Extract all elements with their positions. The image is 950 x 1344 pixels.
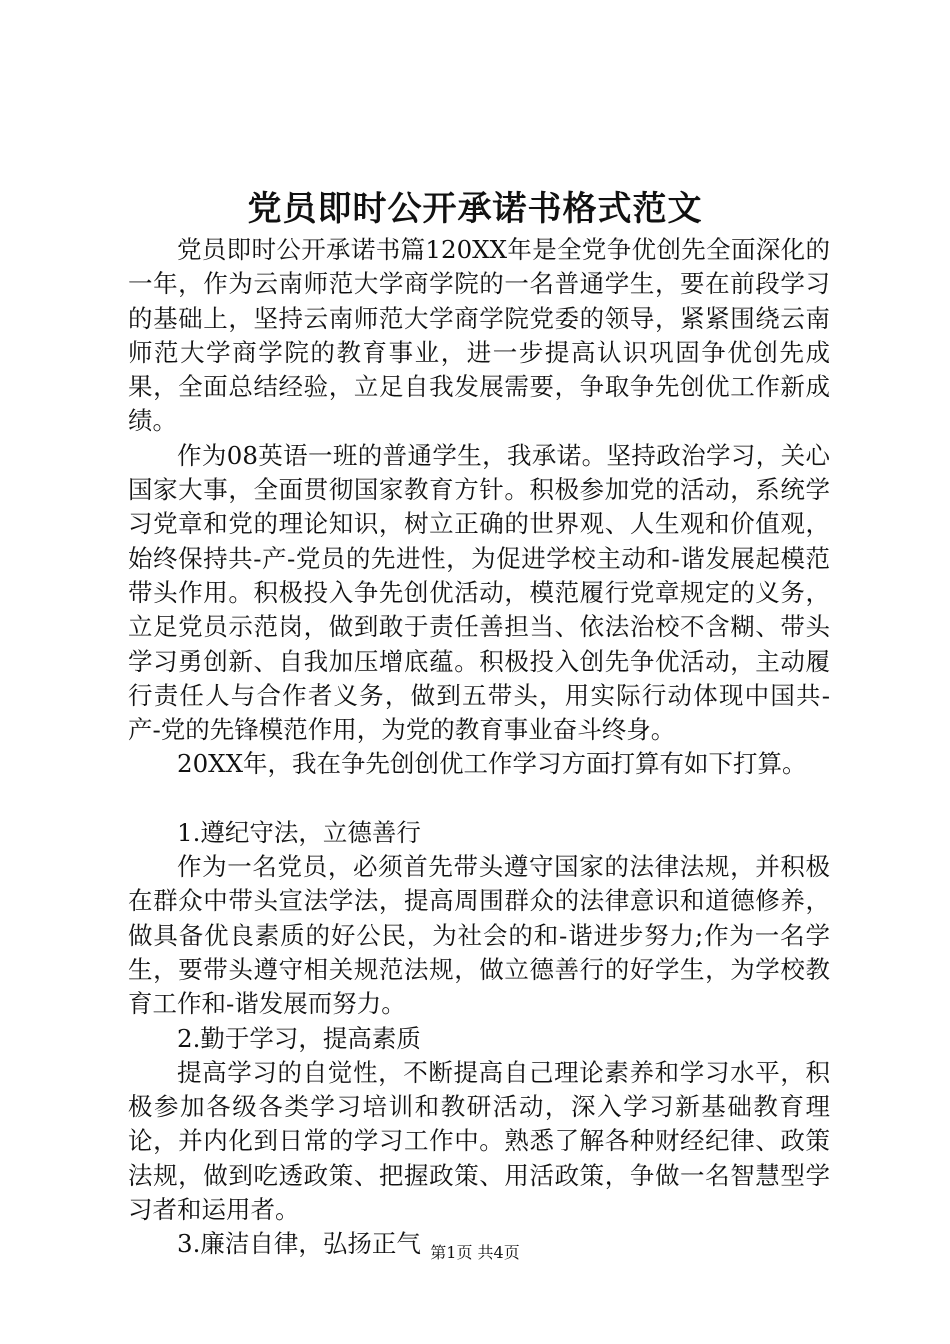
document-body [128,233,830,1262]
section-heading-2: 2.勤于学习，提高素质 [177,1023,421,1053]
section-heading-3: 3.廉洁自律，弘扬正气 [177,1229,421,1259]
document-title: 党员即时公开承诺书格式范文 [247,189,703,229]
section-body-1: 作为一名党员，必须首先带头遵守国家的法律法规，并积极在群众中带头宣法学法，提高周围群众的法律意识和道德修养，做具备优良素质的好公民，为社会的和-谐进步努力;作为一名学生，要带头遵守相关规范法规，做立德善行的好学生，为学校教育工作和-谐发展而努力。 [128,852,830,1019]
section-heading-1: 1.遵纪守法，立德善行 [177,817,421,847]
paragraph-plan: 20XX年，我在争先创创优工作学习方面打算有如下打算。 [177,749,807,779]
section-body-2: 提高学习的自觉性，不断提高自己理论素养和学习水平，积极参加各级各类学习培训和教研活动，深入学习新基础教育理论，并内化到日常的学习工作中。熟悉了解各种财经纪律、政策法规，做到吃透政策、把握政策、用活政策，争做一名智慧型学习者和运用者。 [128,1057,830,1225]
paragraph-intro: 党员即时公开承诺书篇120XX年是全党争优创先全面深化的一年，作为云南师范大学商学院的一名普通学生，要在前段学习的基础上，坚持云南师范大学商学院党委的领导，紧紧围绕云南师范大学商学院的教育事业，进一步提高认识巩固争优创先成果，全面总结经验，立足自我发展需要，争取争先创优工作新成绩。 [128,235,830,436]
page-footer: 第1页 共4页 [430,1243,520,1262]
paragraph-commitment: 作为08英语一班的普通学生，我承诺。坚持政治学习，关心国家大事，全面贯彻国家教育方针。积极参加党的活动，系统学习党章和党的理论知识，树立正确的世界观、人生观和价值观，始终保持共-产-党员的先进性，为促进学校主动和-谐发展起模范带头作用。积极投入争先创优活动，模范履行党章规定的义务，立足党员示范岗，做到敢于责任善担当、依法治校不含糊、带头学习勇创新、自我加压增底蕴。积极投入创先争优活动，主动履行责任人与合作者义务，做到五带头，用实际行动体现中国共-产-党的先锋模范作用，为党的教育事业奋斗终身。 [128,440,830,745]
